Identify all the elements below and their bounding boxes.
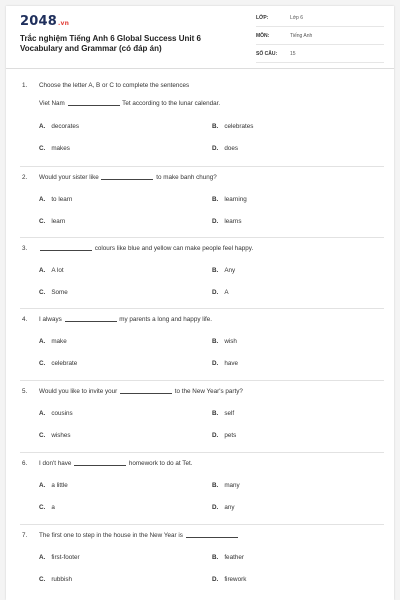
option-text: A lot xyxy=(51,267,64,274)
option-b[interactable] xyxy=(212,196,247,203)
stem-after: my parents a long and happy life. xyxy=(119,316,213,323)
page-title: Trắc nghiệm Tiếng Anh 6 Global Success Unit 6 Vocabulary and Grammar (có đáp án) xyxy=(20,34,201,53)
option-a[interactable] xyxy=(39,196,72,203)
option-b[interactable] xyxy=(212,123,253,130)
question-stem xyxy=(39,174,217,181)
option-letter: D. xyxy=(212,360,219,367)
option-letter: C. xyxy=(39,360,46,367)
meta-value: Lớp 6 xyxy=(290,15,304,21)
option-letter: B. xyxy=(212,123,219,130)
option-text: firework xyxy=(224,576,247,583)
site-logo[interactable] xyxy=(20,14,69,29)
answer-blank xyxy=(101,179,153,180)
option-c[interactable] xyxy=(39,289,68,296)
question-number: 5. xyxy=(22,388,28,395)
answer-blank xyxy=(120,393,172,394)
option-text: any xyxy=(224,504,235,511)
worksheet-header xyxy=(6,6,394,69)
option-text: cousins xyxy=(51,410,73,417)
question-number: 3. xyxy=(22,245,28,252)
option-letter: A. xyxy=(39,267,46,274)
meta-label: SỐ CÂU: xyxy=(256,51,278,57)
option-letter: B. xyxy=(212,554,219,561)
option-letter: D. xyxy=(212,218,219,225)
question-number: 7. xyxy=(22,532,28,539)
option-text: a little xyxy=(51,482,68,489)
option-letter: A. xyxy=(39,410,46,417)
option-text: does xyxy=(224,145,238,152)
stem-before: Would you like to invite your xyxy=(39,388,118,395)
option-a[interactable] xyxy=(39,410,73,417)
option-d[interactable] xyxy=(212,289,229,296)
option-letter: C. xyxy=(39,576,46,583)
meta-question-count xyxy=(256,46,384,63)
option-a[interactable] xyxy=(39,123,79,130)
option-text: to learn xyxy=(51,196,73,203)
stem-before: The first one to step in the house in the New Year is xyxy=(39,532,183,539)
option-a[interactable] xyxy=(39,267,64,274)
option-letter: A. xyxy=(39,482,46,489)
option-text: celebrate xyxy=(51,360,78,367)
option-letter: A. xyxy=(39,554,46,561)
option-letter: A. xyxy=(39,338,46,345)
answer-blank xyxy=(40,250,92,251)
option-text: Any xyxy=(224,267,236,274)
option-a[interactable] xyxy=(39,554,80,561)
question-number: 2. xyxy=(22,174,28,181)
stem-after: homework to do at Tet. xyxy=(128,460,193,467)
question-stem xyxy=(39,532,239,539)
option-letter: B. xyxy=(212,338,219,345)
option-c[interactable] xyxy=(39,218,65,225)
option-text: learning xyxy=(224,196,247,203)
question-stem xyxy=(39,388,243,395)
option-b[interactable] xyxy=(212,338,237,345)
option-c[interactable] xyxy=(39,145,70,152)
option-letter: A. xyxy=(39,123,46,130)
answer-blank xyxy=(186,537,238,538)
option-d[interactable] xyxy=(212,576,246,583)
option-text: pets xyxy=(224,432,237,439)
option-b[interactable] xyxy=(212,554,244,561)
option-d[interactable] xyxy=(212,432,236,439)
question-number: 1. xyxy=(22,82,28,89)
meta-subject xyxy=(256,28,384,45)
answer-blank xyxy=(65,321,117,322)
option-text: learns xyxy=(224,218,242,225)
option-text: wishes xyxy=(51,432,71,439)
option-b[interactable] xyxy=(212,267,235,274)
question-number: 6. xyxy=(22,460,28,467)
stem-after: to make banh chung? xyxy=(156,174,217,181)
meta-class xyxy=(256,10,384,27)
option-letter: C. xyxy=(39,145,46,152)
question-instruction: Choose the letter A, B or C to complete the sentences xyxy=(39,82,190,89)
option-text: wish xyxy=(224,338,237,345)
option-b[interactable] xyxy=(212,410,234,417)
divider xyxy=(20,452,384,453)
option-letter: D. xyxy=(212,504,219,511)
option-text: rubbish xyxy=(51,576,72,583)
stem-before: I always xyxy=(39,316,62,323)
option-letter: D. xyxy=(212,145,219,152)
meta-value: 15 xyxy=(290,51,296,57)
option-letter: B. xyxy=(212,267,219,274)
option-a[interactable] xyxy=(39,338,67,345)
option-letter: B. xyxy=(212,196,219,203)
option-text: celebrates xyxy=(224,123,254,130)
stem-before: Viet Nam xyxy=(39,100,65,107)
logo-suffix: .vn xyxy=(57,20,70,27)
option-b[interactable] xyxy=(212,482,240,489)
option-text: decorates xyxy=(51,123,79,130)
option-d[interactable] xyxy=(212,145,238,152)
divider xyxy=(20,308,384,309)
option-text: feather xyxy=(224,554,244,561)
answer-blank xyxy=(74,465,126,466)
option-text: learn xyxy=(51,218,66,225)
meta-label: LỚP: xyxy=(256,15,269,21)
divider xyxy=(20,524,384,525)
option-letter: B. xyxy=(212,482,219,489)
option-text: have xyxy=(224,360,238,367)
stem-before: Would your sister like xyxy=(39,174,99,181)
stem-after: to the New Year's party? xyxy=(174,388,243,395)
option-letter: C. xyxy=(39,504,46,511)
option-text: make xyxy=(51,338,67,345)
option-c[interactable] xyxy=(39,360,77,367)
option-text: a xyxy=(51,504,55,511)
option-d[interactable] xyxy=(212,504,234,511)
option-letter: A. xyxy=(39,196,46,203)
stem-before: I don't have xyxy=(39,460,72,467)
worksheet xyxy=(6,6,394,600)
option-letter: D. xyxy=(212,289,219,296)
question-number: 4. xyxy=(22,316,28,323)
option-letter: C. xyxy=(39,218,46,225)
divider xyxy=(20,237,384,238)
meta-value: Tiếng Anh xyxy=(290,33,313,39)
option-text: Some xyxy=(51,289,68,296)
option-letter: B. xyxy=(212,410,219,417)
option-letter: D. xyxy=(212,576,219,583)
option-text: self xyxy=(224,410,235,417)
stem-after: colours like blue and yellow can make people feel happy. xyxy=(94,245,254,252)
option-d[interactable] xyxy=(212,360,238,367)
option-letter: C. xyxy=(39,432,46,439)
meta-label: MÔN: xyxy=(256,33,270,39)
question-stem xyxy=(39,245,253,252)
question-stem xyxy=(39,100,220,107)
divider xyxy=(20,380,384,381)
option-c[interactable] xyxy=(39,504,55,511)
option-c[interactable] xyxy=(39,576,72,583)
option-text: makes xyxy=(51,145,70,152)
option-letter: C. xyxy=(39,289,46,296)
option-text: many xyxy=(224,482,240,489)
question-stem xyxy=(39,460,192,467)
option-d[interactable] xyxy=(212,218,241,225)
divider xyxy=(20,166,384,167)
logo-text: 2048 xyxy=(20,14,57,29)
option-a[interactable] xyxy=(39,482,68,489)
answer-blank xyxy=(68,105,120,106)
option-letter: D. xyxy=(212,432,219,439)
option-text: A xyxy=(224,289,229,296)
option-text: first-footer xyxy=(51,554,80,561)
option-c[interactable] xyxy=(39,432,71,439)
stem-after: Tet according to the lunar calendar. xyxy=(122,100,221,107)
question-stem xyxy=(39,316,212,323)
